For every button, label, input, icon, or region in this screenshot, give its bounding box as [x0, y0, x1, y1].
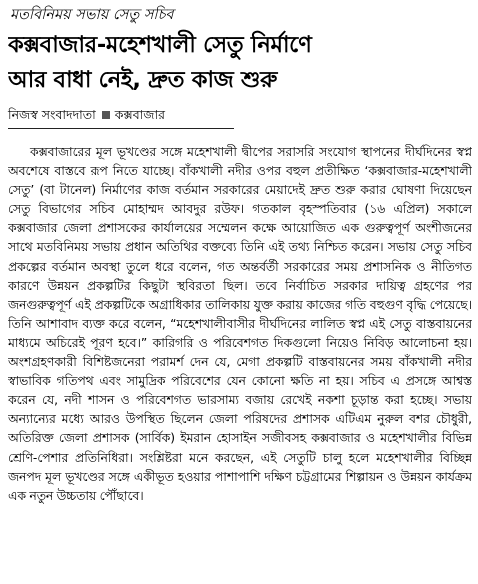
article-body: কক্সবাজারের মূল ভূখণ্ডের সঙ্গে মহেশখালী দ্বীপের সরাসরি সংযোগ স্থাপনের দীর্ঘদিনের স্বপ্ন অবশেষে বাস্তবে রূপ নিতে যাচ্ছে। বাঁকখালী নদীর ওপর বহুল প্রতীক্ষিত ‘কক্সবাজার-মহেশখালী সেতু’ (বা টানেল) নির্মাণের কাজ বর্তমান সরকারের মেয়াদেই দ্রুত শুরু করার ঘোষণা দিয়েছেন সেতু বিভাগের সচিব মোহাম্মদ আবদুর রউফ। গতকাল বৃহস্পতিবার (১৬ এপ্রিল) সকালে কক্সবাজার জেলা প্রশাসকের কার্যালয়ের সম্মেলন কক্ষে আয়োজিত এক গুরুত্বপূর্ণ অংশীজনের সাথে মতবিনিময় সভায় প্রধান অতিথির বক্তব্যে তিনি এই তথ্য নিশ্চিত করেন। সভায় সেতু সচিব প্রকল্পের বর্তমান অবস্থা তুলে ধরে বলেন, গত অন্তর্বর্তী সরকারের সময় প্রশাসনিক ও নীতিগত কারণে উন্নয়ন প্রকল্পটির কিছুটা স্থবিরতা ছিল। তবে নির্বাচিত সরকার দায়িত্ব গ্রহণের পর জনগুরুত্বপূর্ণ এই প্রকল্পটিকে অগ্রাধিকার তালিকায় যুক্ত করায় কাজের গতি বহুগুণ বৃদ্ধি পেয়েছে। তিনি আশাবাদ ব্যক্ত করে বলেন, “মহেশখালীবাসীর দীর্ঘদিনের লালিত স্বপ্ন এই সেতু বাস্তবায়নের মাধ্যমে অচিরেই পূরণ হবে।” কারিগরি ও পরিবেশগত দিকগুলো নিয়েও নিবিড় আলোচনা হয়। অংশগ্রহণকারী বিশিষ্টজনেরা পরামর্শ দেন যে, মেগা প্রকল্পটি বাস্তবায়নের সময় বাঁকখালী নদীর স্বাভাবিক গতিপথ এবং সামুদ্রিক পরিবেশের যেন কোনো ক্ষতি না হয়। সচিব এ প্রসঙ্গে আশ্বস্ত করেন যে, নদী শাসন ও পরিবেশগত ভারসাম্য বজায় রেখেই নকশা চূড়ান্ত করা হচ্ছে। সভায় অন্যান্যের মধ্যে আরও উপস্থিত ছিলেন জেলা পরিষদের প্রশাসক এটিএম নুরুল বশর চৌধুরী, অতিরিক্ত জেলা প্রশাসক (সার্বিক) ইমরান হোসাইন সজীবসহ কক্সবাজার ও মহেশখালীর বিভিন্ন শ্রেণি-পেশার প্রতিনিধিরা। সংশ্লিষ্টরা মনে করছেন, এই সেতুটি চালু হলে মহেশখালীর বিচ্ছিন্ন জনপদ মূল ভূখণ্ডের সঙ্গে একীভূত হওয়ার পাশাপাশি দক্ষিণ চট্টগ্রামের শিল্পায়ন ও উন্নয়ন কার্যক্রম এক নতুন উচ্চতায় পৌঁছাবে। [8, 145, 472, 503]
byline [8, 106, 472, 124]
byline-reporter: নিজস্ব সংবাদদাতা [8, 107, 96, 122]
byline-location: কক্সবাজার [114, 107, 165, 122]
news-article [8, 4, 472, 567]
article-kicker: মতবিনিময় সভায় সেতু সচিব [10, 7, 174, 23]
article-headline [8, 28, 472, 98]
headline-line-1: কক্সবাজার-মহেশখালী সেতু নির্মাণে [8, 32, 312, 58]
headline-line-2: আর বাধা নেই, দ্রুত কাজ শুরু [8, 67, 278, 93]
square-bullet-icon [102, 111, 110, 119]
byline-divider [8, 128, 234, 129]
